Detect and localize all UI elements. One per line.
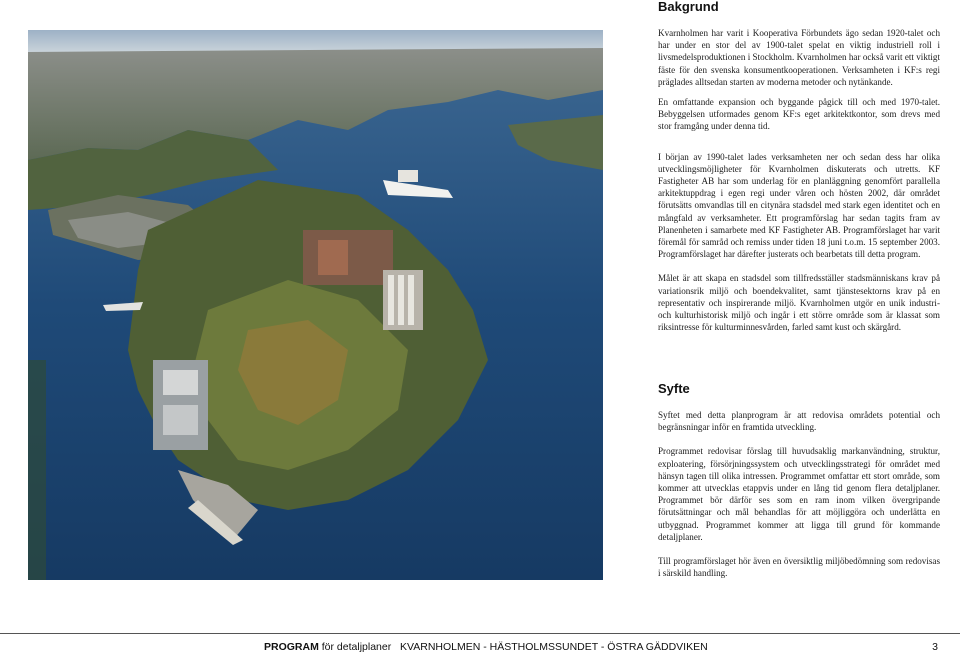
- footer-subtitle: för detaljplaner: [321, 641, 392, 653]
- bakgrund-paragraph: En omfattande expansion och byggande pågick till och med 1970-talet. Bebyggelsen utformades genom KF:s eget arkitektkontor, som drevs med stor framgång under denna tid.: [658, 97, 940, 132]
- footer-divider: [0, 633, 960, 634]
- bakgrund-text: [658, 27, 940, 341]
- syfte-paragraph: Programmet redovisar förslag till huvudsaklig markanvändning, struktur, exploatering, försörjningssystem och utvecklingsstrategi för området med hänsyn tagen till olika intressen. Programmet omfattar ett stort område, som kommer att utvecklas etappvis under en lång tid genom flera detaljplaner. Programmet bör därför ses som en ram inom vilken övergripande förutsättningar och mål behandlas för att möjliggöra och underlätta en utbyggnad. Programmet kommer att ligga till grund för kommande detaljplaner.: [658, 446, 940, 542]
- section-title-bakgrund: Bakgrund: [658, 0, 719, 14]
- syfte-text: [658, 409, 940, 587]
- footer-area: KVARNHOLMEN - HÄSTHOLMSSUNDET - ÖSTRA GÄDDVIKEN: [400, 641, 708, 653]
- bakgrund-paragraph: Kvarnholmen har varit i Kooperativa Förbundets ägo sedan 1920-talet och har under en stor del av 1900-talet spelat en viktig industriell roll i livsmedelsproduktionen i Stockholm. Kvarnholmen har också varit ett viktigt fäste för den svenska konsumentkooperationen. Verksamheten i KF:s regi präglades alltsedan starten av moderna metoder och nytänkande.: [658, 28, 940, 87]
- page-number: 3: [932, 641, 938, 653]
- aerial-photo-kvarnholmen: [28, 30, 603, 580]
- syfte-paragraph: Till programförslaget hör även en översiktlig miljöbedömning som redovisas i särskild handling.: [658, 556, 940, 579]
- footer-program: PROGRAM: [264, 641, 319, 653]
- page-footer: [264, 641, 938, 653]
- bakgrund-paragraph: Målet är att skapa en stadsdel som tillfredsställer stadsmänniskans krav på variationsrik miljö och boendekvalitet, samt tjänstesektorns krav på en representativ och inspirerande miljö. Kvarnholmen utgör en unik industri- och kulturhistorisk miljö och ingår i ett större område som är klassat som riksintresse för kulturminnesvården, farled samt kust och skärgård.: [658, 273, 940, 333]
- syfte-paragraph: Syftet med detta planprogram är att redovisa områdets potential och begränsningar inför en framtida utveckling.: [658, 410, 940, 433]
- bakgrund-paragraph: I början av 1990-talet lades verksamheten ner och sedan dess har olika utvecklingsmöjligheter för Kvarnholmen diskuterats och utretts. KF Fastigheter AB har som underlag för en planläggning genomfört parallella arkitektuppdrag i egen regi under våren och hösten 2002, där området förutsätts omvandlas till en citynära stadsdel med stark egen identitet och en mångfald av verksamheter. Ett programförslag har sedan tagits fram av Planenheten i samarbete med KF Fastigheter AB. Programförslaget har varit föremål för samråd och remiss under tiden 18 juni t.o.m. 15 september 2003. Programförslaget har därefter justerats och bearbetats till detta program.: [658, 151, 940, 260]
- section-title-syfte: Syfte: [658, 381, 690, 396]
